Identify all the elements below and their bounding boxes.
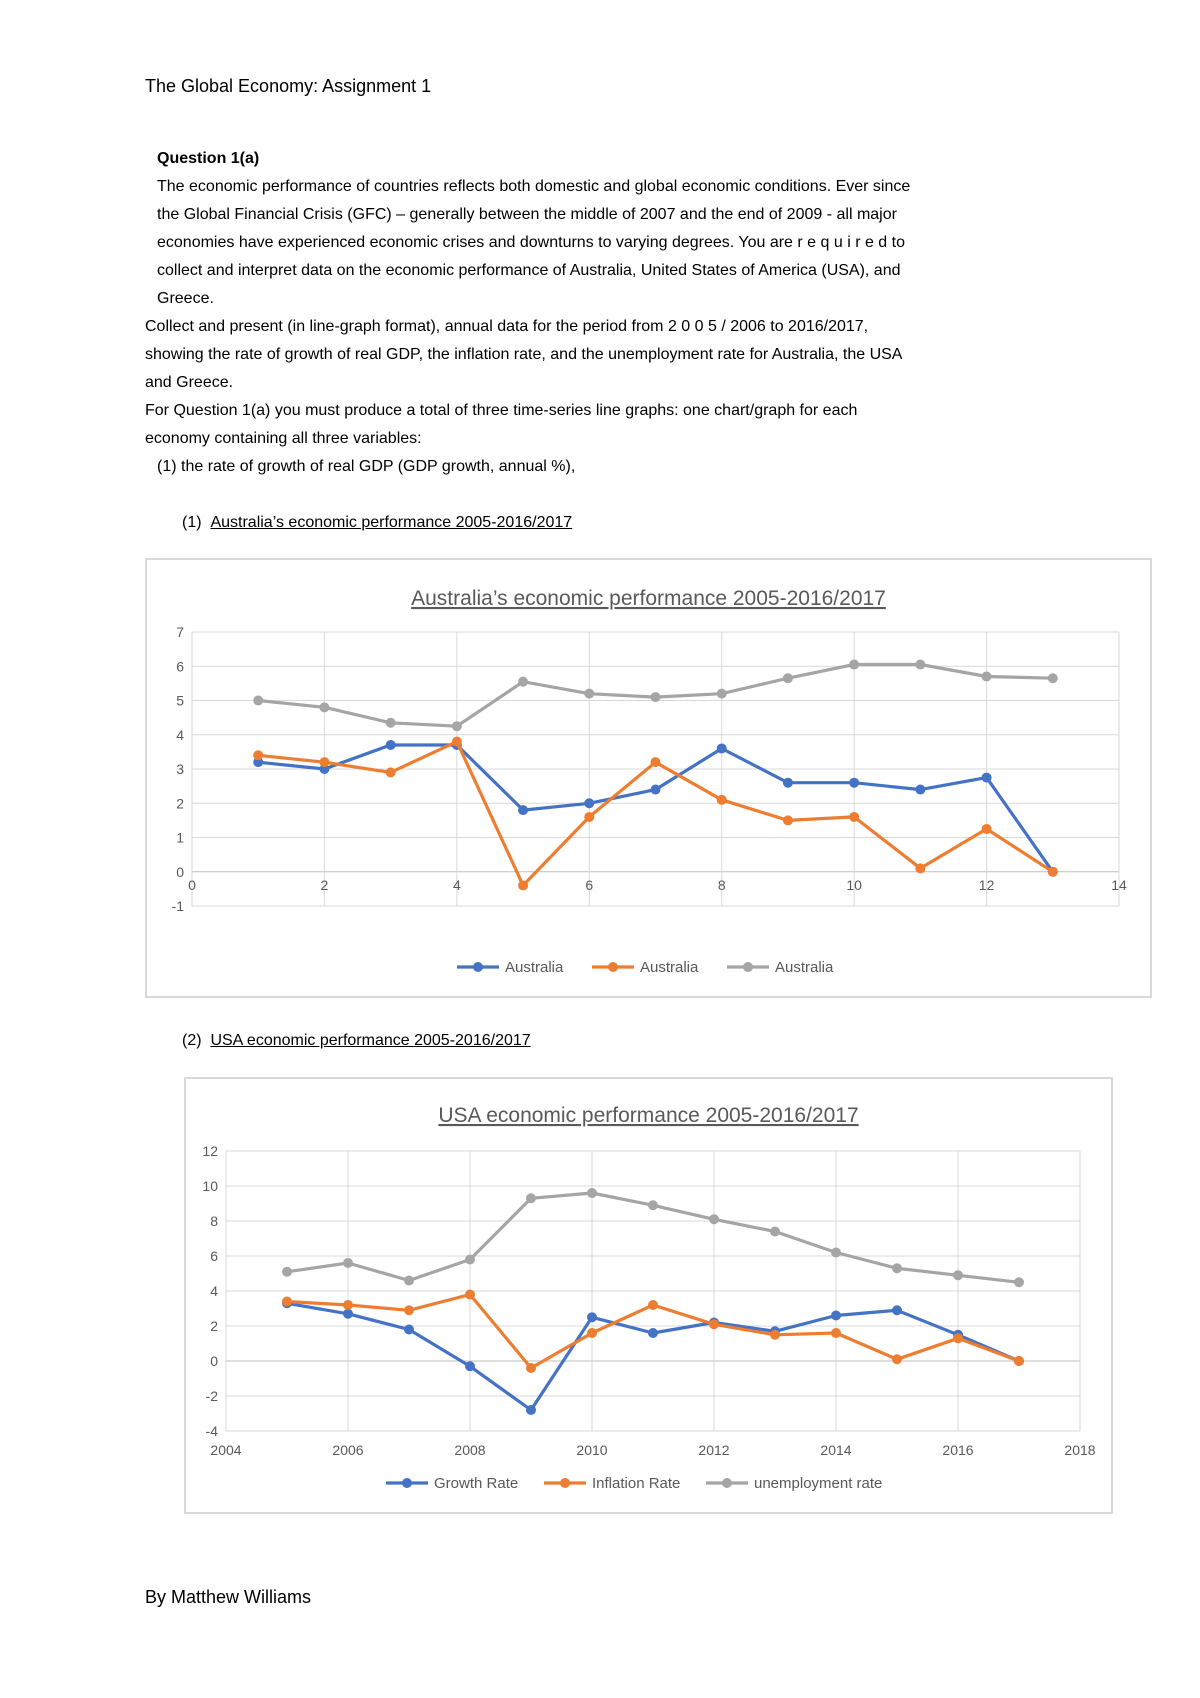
legend-marker-1: [608, 962, 618, 972]
y-tick-label: -4: [205, 1423, 218, 1439]
usa-series-2-point: [465, 1255, 475, 1265]
y-tick-label: 4: [210, 1283, 218, 1299]
y-tick-label: 4: [176, 726, 184, 743]
australia-series-1-point: [319, 757, 329, 767]
usa-series-0-point: [343, 1309, 353, 1319]
australia-series-1-point: [982, 824, 992, 834]
australia-series-1-point: [849, 812, 859, 822]
y-tick-label: 6: [176, 658, 184, 675]
question-para1-line1: The economic performance of countries reflects both domestic and global economic conditions. Ever since: [157, 178, 911, 195]
usa-series-1-point: [526, 1363, 536, 1373]
australia-series-0-point: [717, 743, 727, 753]
section1-title: Australia’s economic performance 2005-2016/2017: [210, 514, 573, 531]
x-tick-label: 2018: [1064, 1442, 1096, 1458]
legend-label-2: Australia: [775, 959, 834, 976]
question-para3-line1: For Question 1(a) you must produce a total of three time-series line graphs: one chart/graph for each: [145, 402, 858, 419]
australia-chart-title: Australia’s economic performance 2005-2016/2017: [411, 587, 886, 610]
usa-series-2-point: [953, 1270, 963, 1280]
y-tick-label: 7: [176, 624, 184, 640]
x-tick-label: 2014: [820, 1442, 852, 1458]
legend-label-1: Inflation Rate: [592, 1475, 681, 1492]
usa-series-0-point: [526, 1405, 536, 1415]
usa-series-2-point: [831, 1248, 841, 1258]
x-tick-label: 4: [452, 876, 461, 893]
australia-series-1-point: [783, 815, 793, 825]
australia-series-2-point: [452, 721, 462, 731]
y-tick-label: 2: [176, 795, 184, 812]
australia-series-1-point: [1048, 867, 1058, 877]
usa-series-1-point: [648, 1300, 658, 1310]
australia-series-1-point: [651, 757, 661, 767]
y-tick-label: -2: [205, 1388, 218, 1404]
y-tick-label: 3: [176, 761, 184, 777]
australia-series-2-point: [849, 660, 859, 670]
usa-series-1-point: [953, 1333, 963, 1343]
australia-series-1-point: [584, 812, 594, 822]
question-para2-line3: and Greece.: [145, 374, 234, 391]
usa-series-1-point: [1014, 1356, 1024, 1366]
australia-series-2-point: [386, 718, 396, 728]
x-tick-label: 14: [1111, 876, 1127, 893]
australia-series-0-point: [849, 778, 859, 788]
question-para1-line3: economies have experienced economic crises and downturns to varying degrees. You are r e q u i r e d to: [157, 234, 905, 251]
y-tick-label: -1: [171, 898, 184, 914]
legend-label-0: Growth Rate: [434, 1475, 519, 1492]
usa-series-0-point: [892, 1305, 902, 1315]
question-para3-line2: economy containing all three variables:: [145, 430, 422, 447]
x-tick-label: 8: [717, 876, 726, 893]
usa-series-2-point: [892, 1263, 902, 1273]
australia-chart: [145, 558, 1152, 998]
usa-series-1-point: [892, 1354, 902, 1364]
section2-heading: [182, 1027, 531, 1055]
y-tick-label: 2: [210, 1318, 218, 1334]
x-tick-label: 2012: [698, 1442, 730, 1458]
usa-series-2-point: [282, 1267, 292, 1277]
question-para1-line2: the Global Financial Crisis (GFC) – generally between the middle of 2007 and the end of 2009 - all major: [157, 206, 897, 223]
australia-series-2-point: [1048, 673, 1058, 683]
australia-series-0-point: [915, 785, 925, 795]
usa-series-0-point: [587, 1312, 597, 1322]
australia-series-0-point: [783, 778, 793, 788]
usa-series-0-point: [831, 1311, 841, 1321]
australia-series-2-point: [915, 660, 925, 670]
australia-series-0-point: [386, 740, 396, 750]
usa-series-2-point: [648, 1200, 658, 1210]
y-tick-label: 12: [202, 1143, 218, 1159]
australia-series-1-point: [253, 750, 263, 760]
australia-series-2-point: [651, 692, 661, 702]
australia-series-1-point: [452, 737, 462, 747]
legend-label-1: Australia: [640, 959, 699, 976]
usa-chart-svg: [186, 1079, 1111, 1512]
australia-series-2-point: [319, 702, 329, 712]
usa-series-1-point: [587, 1328, 597, 1338]
y-tick-label: 0: [176, 863, 184, 880]
y-tick-label: 1: [176, 829, 184, 846]
australia-chart-svg: [147, 560, 1150, 996]
usa-series-1-point: [343, 1300, 353, 1310]
usa-series-2-point: [770, 1227, 780, 1237]
section2-title: USA economic performance 2005-2016/2017: [210, 1032, 531, 1049]
y-tick-label: 0: [210, 1353, 218, 1369]
usa-series-2-point: [709, 1214, 719, 1224]
question-item1: (1) the rate of growth of real GDP (GDP growth, annual %),: [157, 458, 576, 475]
australia-series-2-point: [584, 689, 594, 699]
australia-series-2-point: [518, 677, 528, 687]
x-tick-label: 6: [585, 876, 594, 893]
legend-marker-0: [473, 962, 483, 972]
usa-series-1-point: [831, 1328, 841, 1338]
y-tick-label: 6: [210, 1248, 218, 1264]
x-tick-label: 2008: [454, 1442, 486, 1458]
usa-series-1-point: [709, 1319, 719, 1329]
question-para1-line4: collect and interpret data on the economic performance of Australia, United States of America (USA), and: [157, 262, 901, 279]
usa-series-1-point: [404, 1305, 414, 1315]
section2-number: (2): [182, 1032, 202, 1049]
x-tick-label: 12: [978, 876, 995, 893]
legend-marker-0: [402, 1478, 412, 1488]
australia-series-2-point: [783, 673, 793, 683]
australia-series-0-point: [651, 785, 661, 795]
y-tick-label: 10: [202, 1178, 218, 1194]
usa-series-1-point: [465, 1290, 475, 1300]
australia-series-2-point: [253, 696, 263, 706]
usa-series-1-point: [282, 1297, 292, 1307]
legend-marker-1: [560, 1478, 570, 1488]
y-tick-label: 5: [176, 692, 184, 709]
legend-marker-2: [722, 1478, 732, 1488]
section1-heading: [182, 509, 572, 537]
question-heading: Question 1(a): [157, 150, 260, 167]
australia-series-0-point: [584, 798, 594, 808]
australia-series-1-point: [915, 863, 925, 873]
australia-series-1-point: [717, 795, 727, 805]
australia-series-2-point: [982, 672, 992, 682]
x-tick-label: 2: [320, 876, 329, 893]
usa-series-2-point: [526, 1193, 536, 1203]
page-footer: By Matthew Williams: [145, 1587, 312, 1607]
question-para2-line1: Collect and present (in line-graph format), annual data for the period from 2 0 0 5 / 2006 to 2016/2017,: [145, 318, 869, 335]
usa-series-2-point: [404, 1276, 414, 1286]
legend-marker-2: [743, 962, 753, 972]
x-tick-label: 2010: [576, 1442, 608, 1458]
usa-chart-title: USA economic performance 2005-2016/2017: [438, 1104, 859, 1127]
usa-series-2-point: [587, 1188, 597, 1198]
usa-series-0-point: [648, 1328, 658, 1338]
usa-series-0-point: [465, 1361, 475, 1371]
x-tick-label: 2006: [332, 1442, 364, 1458]
australia-series-2-point: [717, 689, 727, 699]
usa-series-0-point: [404, 1325, 414, 1335]
usa-series-1-point: [770, 1330, 780, 1340]
x-tick-label: 10: [846, 876, 862, 893]
y-tick-label: 8: [210, 1213, 218, 1229]
legend-label-0: Australia: [505, 959, 564, 976]
usa-series-2-point: [343, 1258, 353, 1268]
question-para1-line5: Greece.: [157, 290, 214, 307]
page-header: The Global Economy: Assignment 1: [145, 76, 432, 96]
question-para2-line2: showing the rate of growth of real GDP, the inflation rate, and the unemployment rate for Australia, the USA: [145, 346, 903, 363]
australia-series-1-point: [518, 880, 528, 890]
usa-series-2-point: [1014, 1277, 1024, 1287]
x-tick-label: 2016: [942, 1442, 974, 1458]
legend-label-2: unemployment rate: [754, 1475, 883, 1492]
australia-series-0-point: [518, 805, 528, 815]
x-tick-label: 2004: [210, 1442, 242, 1458]
x-tick-label: 0: [188, 876, 196, 893]
australia-series-1-point: [386, 767, 396, 777]
section1-number: (1): [182, 514, 202, 531]
usa-chart: [184, 1077, 1113, 1514]
australia-series-0-point: [982, 773, 992, 783]
